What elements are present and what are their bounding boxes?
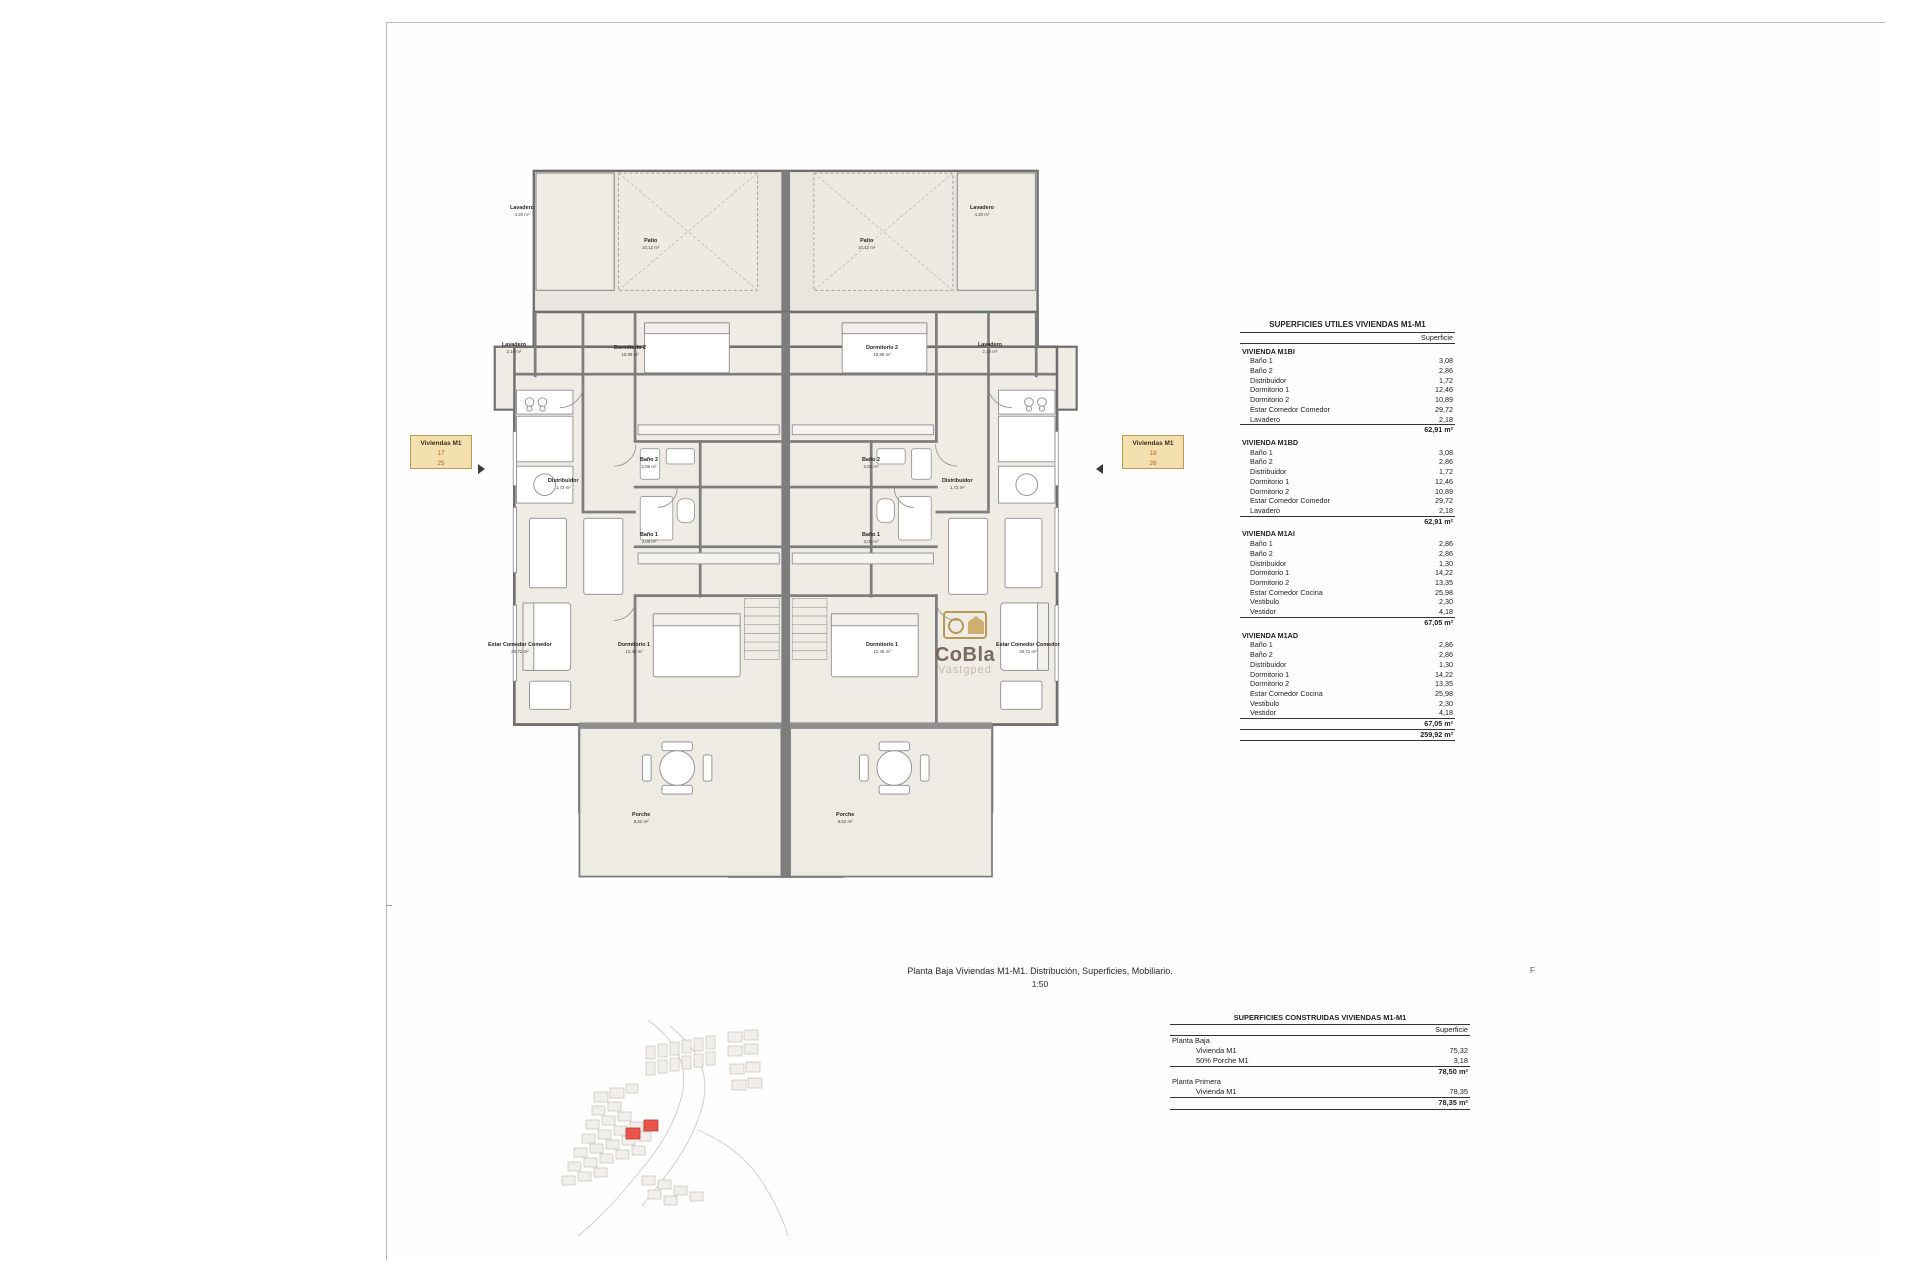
table-group-name: Planta Primera bbox=[1172, 1076, 1221, 1086]
sheet-edge-tick bbox=[386, 905, 392, 906]
room-label: Dormitorio 2 10,89 m² bbox=[614, 345, 647, 357]
room-label: Distribuidor 1,72 m² bbox=[942, 478, 973, 490]
room-label: Lavadero 4,20 m² bbox=[970, 205, 994, 217]
watermark-subtitle: Vastgped bbox=[938, 664, 992, 676]
table-group-name: VIVIENDA M1AD bbox=[1242, 630, 1299, 640]
badge-label: Viviendas M1 bbox=[420, 440, 462, 447]
room-label: Porche 8,52 m² bbox=[632, 812, 651, 824]
table-group-total: 67,05 m² bbox=[1240, 719, 1455, 730]
watermark-title: CoBla bbox=[934, 644, 996, 666]
room-label: Lavadero 4,20 m² bbox=[510, 205, 534, 217]
room-label: Baño 1 3,06 m² bbox=[862, 532, 880, 544]
room-label: Distribuidor 1,72 m² bbox=[548, 478, 579, 490]
badge-number-1: 17 bbox=[437, 449, 445, 457]
table-group-name: VIVIENDA M1BD bbox=[1242, 437, 1299, 447]
table-group-total: 62,91 m² bbox=[1240, 516, 1455, 526]
room-label: Dormitorio 2 10,89 m² bbox=[866, 345, 899, 357]
site-location-map bbox=[530, 1010, 850, 1240]
plan-caption-text: Planta Baja Viviendas M1-M1. Distribución, Superficies, Mobiliario. bbox=[907, 966, 1173, 976]
floor-plan bbox=[480, 160, 1200, 920]
badge-viviendas-right[interactable] bbox=[1122, 435, 1184, 469]
room-label: Lavadero 2,18 m² bbox=[502, 342, 526, 354]
sheet-border-top bbox=[386, 22, 1884, 23]
table-col-header: Superficie bbox=[1240, 332, 1455, 343]
badge-number-2: 26 bbox=[1149, 459, 1157, 467]
badge-number-1: 18 bbox=[1149, 449, 1157, 457]
table-title: SUPERFICIES UTILES VIVIENDAS M1-M1 bbox=[1240, 320, 1455, 332]
table-group-name: VIVIENDA M1AI bbox=[1242, 529, 1295, 539]
arrow-right-icon bbox=[478, 464, 485, 474]
table-group-name: Planta Baja bbox=[1172, 1035, 1210, 1045]
room-label: Baño 2 2,86 m² bbox=[640, 457, 658, 469]
table-group-name: VIVIENDA M1BI bbox=[1242, 346, 1295, 356]
room-label: Patio 10,12 m² bbox=[642, 238, 660, 250]
house-logo-icon bbox=[942, 608, 988, 642]
room-label: Estar Comedor Comedor 29,72 m² bbox=[488, 642, 552, 654]
table-group-total: 78,35 m² bbox=[1170, 1097, 1470, 1107]
badge-number-2: 25 bbox=[437, 459, 445, 467]
table-superficies-utiles: SUPERFICIES UTILES VIVIENDAS M1-M1 Superficie VIVIENDA M1BI Baño 1 3,08 Baño 2 2,86 Distribuidor 1,72 Dormitorio 1 12,46 Dormitorio 2 10,89 Estar Comedor Comedor 29,72 Lavadero 2,18 62,91 m² VIVIENDA M1BD Baño 1 3,08 Baño 2 2,86 Distribuidor 1,72 Dormitorio 1 12,46 Dormitorio 2 10,89 Estar Comedor Comedor 29,72 Lavadero 2,18 62,91 m² VIVIENDA M1AI Baño 1 2,86 Baño 2 2,86 Distribuidor 1,30 Dormitorio 1 14,22 Dormitorio 2 13,35 Estar Comedor Cocina 25,98 Vestibulo 2,30 Vestidor 4,18 67,05 m² VIVIENDA M1AD Baño 1 2,86 Baño 2 2,86 Distribuidor 1,30 Dormitorio 1 14,22 Dormitorio 2 13,35 Estar Comedor Cocina 25,98 Vestibulo 2,30 Vestidor 4,18 67,05 m² 259,92 m² bbox=[1242, 320, 1453, 739]
room-label: Lavadero 2,18 m² bbox=[978, 342, 1002, 354]
badge-viviendas-left[interactable] bbox=[410, 435, 472, 469]
badge-label: Viviendas M1 bbox=[1132, 440, 1174, 447]
room-label: Patio 10,12 m² bbox=[858, 238, 876, 250]
plan-caption bbox=[840, 966, 1240, 989]
main-body bbox=[495, 312, 1077, 877]
table-group-total: 67,05 m² bbox=[1240, 617, 1455, 627]
arrow-left-icon bbox=[1096, 464, 1103, 474]
table-title: SUPERFICIES CONSTRUIDAS VIVIENDAS M1-M1 bbox=[1170, 1013, 1470, 1024]
plan-scale: 1:50 bbox=[1031, 979, 1049, 989]
room-label: Baño 1 3,08 m² bbox=[640, 532, 658, 544]
table-superficies-construidas: SUPERFICIES CONSTRUIDAS VIVIENDAS M1-M1 Superficie Planta Baja Vivienda M1 75,32 50% Porche M1 3,18 78,50 m² Planta Primera Vivienda M1 78,35 78,35 m² bbox=[1170, 1013, 1470, 1110]
room-label: Dormitorio 1 12,46 m² bbox=[866, 642, 899, 654]
room-label: Estar Comedor Comedor 29,72 m² bbox=[996, 642, 1060, 654]
table-group-total: 78,50 m² bbox=[1170, 1066, 1470, 1076]
room-label: Porche 8,52 m² bbox=[836, 812, 855, 824]
room-label: Dormitorio 1 12,46 m² bbox=[618, 642, 651, 654]
watermark-logo bbox=[905, 608, 1025, 676]
sheet-border-left bbox=[386, 22, 387, 1260]
sheet-mark: F bbox=[1530, 966, 1535, 975]
table-group-total: 62,91 m² bbox=[1240, 425, 1455, 435]
table-grand-total: 259,92 m² bbox=[1240, 729, 1455, 740]
table-col-header: Superficie bbox=[1170, 1024, 1470, 1035]
room-label: Baño 2 2,86 m² bbox=[862, 457, 880, 469]
patio-zone bbox=[534, 171, 1038, 312]
